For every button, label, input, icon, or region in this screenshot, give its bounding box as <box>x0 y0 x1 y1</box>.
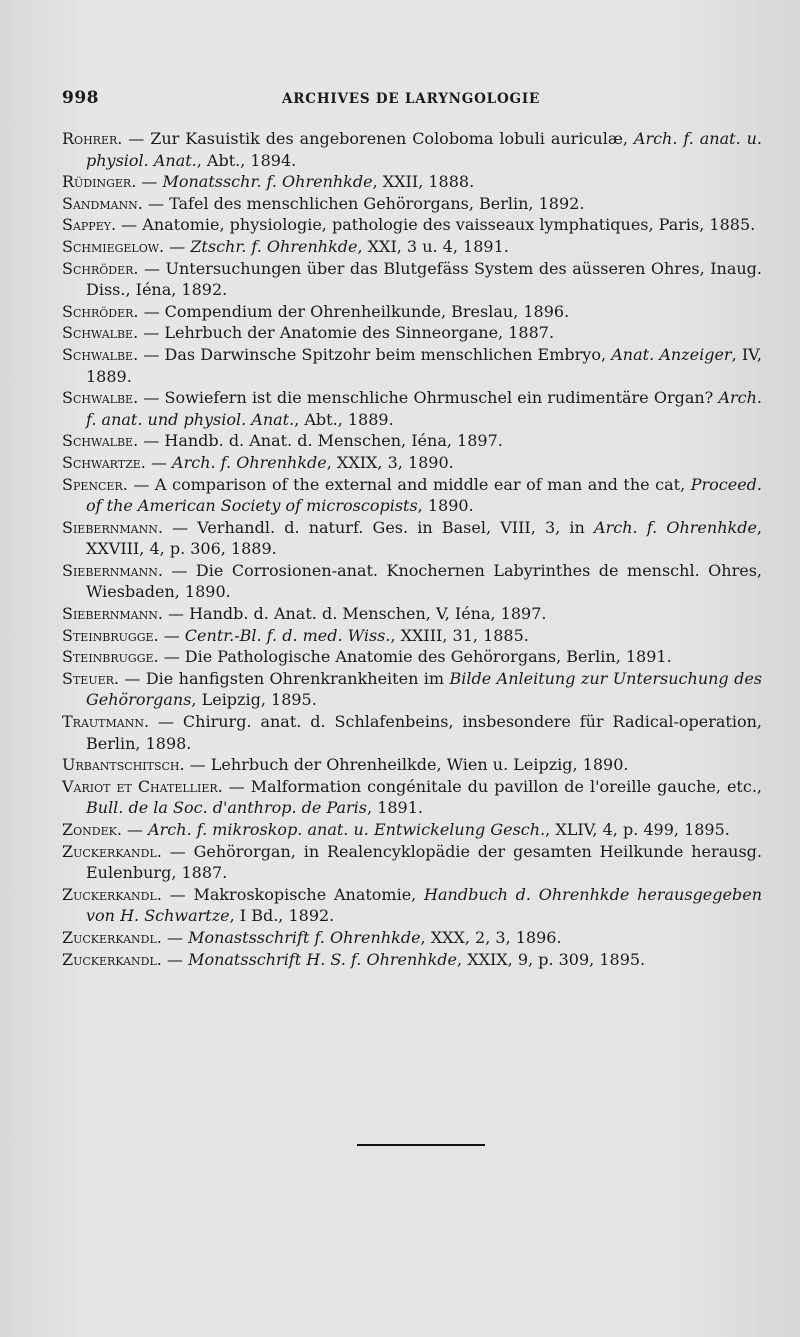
entry-text: , XXIX, 9, p. 309, 1895. <box>457 949 646 969</box>
entry-text: — <box>136 172 163 192</box>
entry-text: , XXIX, 3, 1890. <box>326 452 454 472</box>
entry-text: , XLIV, 4, p. 499, 1895. <box>545 820 730 839</box>
entry-author: Zuckerkandl. <box>62 949 162 969</box>
bibliography-entry <box>62 646 762 668</box>
entry-text: — Zur Kasuistik des angeborenen Coloboma lobuli auriculæ, <box>122 129 634 148</box>
entry-journal-title: Centr.-Bl. f. d. med. Wiss. <box>184 625 391 645</box>
bibliography-entry <box>62 517 762 560</box>
bibliography-entry <box>62 301 762 323</box>
entry-author: Steinbrugge. <box>62 647 159 667</box>
entry-journal-title: Monastsschrift f. Ohrenhkde <box>188 927 421 947</box>
bibliography-entry <box>62 560 762 603</box>
entry-author: Sandmann. <box>62 193 143 213</box>
entry-author: Schwalbe. <box>62 323 139 343</box>
running-head: ARCHIVES DE LARYNGOLOGIE <box>282 91 541 107</box>
bibliography-entry <box>62 603 762 625</box>
entry-text: — Tafel des menschlichen Gehörorgans, Berlin, 1892. <box>142 193 585 213</box>
entry-author: Rohrer. <box>62 129 123 148</box>
entry-journal-title: Monatsschrift H. S. f. Ohrenhkde <box>188 949 458 969</box>
entry-text: — <box>161 927 189 947</box>
bibliography-entry <box>62 344 762 387</box>
entry-author: Sappey. <box>62 215 117 235</box>
bibliography-entry <box>62 474 762 517</box>
bibliography-entry <box>62 322 762 344</box>
page-number: 998 <box>62 88 99 108</box>
entry-journal-title: Anat. Anzeiger <box>611 344 732 364</box>
entry-text: , XXIII, 31, 1885. <box>390 625 529 645</box>
entry-text: — Malformation congénitale du pavillon de l'oreille gauche, etc., <box>222 776 762 796</box>
entry-text: , Abt., 1894. <box>196 150 297 170</box>
bibliography-entry <box>62 171 762 193</box>
entry-text: — <box>145 452 173 472</box>
entry-text: , Leipzig, 1895. <box>191 690 317 710</box>
bibliography-entry <box>62 927 762 949</box>
entry-text: — <box>158 625 185 645</box>
bibliography-entry <box>62 776 762 819</box>
entry-author: Zondek. <box>62 820 122 839</box>
entry-text: , XXII, 1888. <box>372 172 475 192</box>
entry-text: , I Bd., 1892. <box>229 906 335 926</box>
entry-text: — Lehrbuch der Ohrenheilkde, Wien u. Leipzig, 1890. <box>184 755 629 775</box>
entry-author: Zuckerkandl. <box>62 927 162 947</box>
entry-text: , 1890. <box>417 496 474 516</box>
entry-text: — Chirurg. anat. d. Schlafenbeins, insbesondere für Radical-operation, Berlin, 1898. <box>86 712 762 753</box>
entry-journal-title: Handbuch d. Ohrenhkde herausgegeben von H. Schwartze <box>86 884 762 926</box>
bibliography-entry <box>62 452 762 474</box>
entry-journal-title: Arch. f. Ohrenhkde <box>594 517 757 537</box>
entry-text: — Anatomie, physiologie, pathologie des vaisseaux lymphatiques, Paris, 1885. <box>116 215 756 235</box>
entry-author: Schröder. <box>62 258 139 278</box>
entry-journal-title: Arch. f. mikroskop. anat. u. Entwickelung Gesch. <box>148 820 546 839</box>
page-header <box>62 88 752 112</box>
entry-text: — Die hanfigsten Ohrenkrankheiten im <box>119 668 450 688</box>
entry-author: Variot et Chatellier. <box>62 776 223 796</box>
entry-author: Steinbrugge. <box>62 625 159 645</box>
bibliography-entry <box>62 625 762 647</box>
entry-author: Siebernmann. <box>62 560 163 580</box>
entry-author: Zuckerkandl. <box>62 884 162 904</box>
entry-text: — <box>164 236 191 256</box>
bibliography-entry <box>62 214 762 236</box>
entry-author: Trautmann. <box>62 712 150 732</box>
entry-text: — Makroskopische Anatomie, <box>161 884 425 904</box>
entry-journal-title: Arch. f. anat. und physiol. Anat. <box>86 388 762 429</box>
entry-author: Spencer. <box>62 474 128 494</box>
bibliography-entry <box>62 128 762 171</box>
entry-author: Schwalbe. <box>62 344 139 364</box>
entry-journal-title: Arch. f. Ohrenhkde <box>172 452 327 472</box>
bibliography-entry <box>62 236 762 258</box>
entry-journal-title: Arch. f. anat. u. physiol. Anat. <box>86 129 763 170</box>
entry-text: — Die Pathologische Anatomie des Gehörorgans, Berlin, 1891. <box>158 647 672 667</box>
entry-author: Siebernmann. <box>62 604 163 624</box>
bibliography-entry <box>62 430 762 452</box>
entry-author: Urbantschitsch. <box>62 755 185 775</box>
entry-text: — Handb. d. Anat. d. Menschen, V, Iéna, 1897. <box>162 604 547 624</box>
entry-text: , XXVIII, 4, p. 306, 1889. <box>86 517 763 559</box>
end-rule <box>357 1144 485 1146</box>
entry-text: — Verhandl. d. naturf. Ges. in Basel, VIII, 3, in <box>162 517 595 537</box>
entry-text: — Gehörorgan, in Realencyklopädie der gesamten Heilkunde herausg. Eulenburg, 1887. <box>86 841 762 883</box>
bibliography-entry <box>62 711 762 754</box>
entry-journal-title: Ztschr. f. Ohrenhkde <box>190 236 358 256</box>
entry-author: Siebernmann. <box>62 517 163 537</box>
bibliography-list <box>62 128 762 970</box>
entry-journal-title: Proceed. of the American Society of microscopists <box>86 474 762 516</box>
entry-author: Schwalbe. <box>62 388 139 408</box>
entry-text: , Abt., 1889. <box>294 409 394 429</box>
entry-journal-title: Bull. de la Soc. d'anthrop. de Paris <box>86 798 368 818</box>
bibliography-entry <box>62 258 762 301</box>
bibliography-entry <box>62 668 762 711</box>
entry-author: Schröder. <box>62 301 139 321</box>
entry-text: — Lehrbuch der Anatomie des Sinneorgane, 1887. <box>138 323 555 343</box>
bibliography-entry <box>62 754 762 776</box>
bibliography-entry <box>62 387 762 430</box>
entry-text: — Handb. d. Anat. d. Menschen, Iéna, 1897. <box>138 431 503 451</box>
entry-author: Steuer. <box>62 668 119 688</box>
entry-text: , 1891. <box>367 798 423 818</box>
entry-text: , IV, 1889. <box>86 344 762 386</box>
entry-author: Schwalbe. <box>62 431 139 451</box>
bibliography-entry <box>62 884 762 927</box>
bibliography-entry <box>62 193 762 215</box>
bibliography-entry <box>62 819 762 841</box>
entry-text: — Die Corrosionen-anat. Knochernen Labyrinthes de menschl. Ohres, Wiesbaden, 1890. <box>86 560 762 602</box>
entry-text: — <box>161 949 189 969</box>
entry-journal-title: Monatsschr. f. Ohrenhkde <box>162 172 373 192</box>
entry-text: — A comparison of the external and middle ear of man and the cat, <box>127 474 691 494</box>
entry-text: , XXX, 2, 3, 1896. <box>420 927 562 947</box>
entry-author: Rüdinger. <box>62 172 137 192</box>
entry-author: Zuckerkandl. <box>62 841 162 861</box>
bibliography-entry <box>62 949 762 971</box>
entry-author: Schmiegelow. <box>62 236 165 256</box>
entry-text: — <box>121 820 149 839</box>
entry-text: — Untersuchungen über das Blutgefäss System des aüsseren Ohres, Inaug. Diss., Iéna, 1892. <box>86 258 762 300</box>
entry-text: — Sowiefern ist die menschliche Ohrmuschel ein rudimentäre Organ? <box>138 388 719 408</box>
entry-text: — Compendium der Ohrenheilkunde, Breslau, 1896. <box>138 301 570 321</box>
entry-text: , XXI, 3 u. 4, 1891. <box>357 236 509 256</box>
entry-text: — Das Darwinsche Spitzohr beim menschlichen Embryo, <box>138 344 612 364</box>
entry-author: Schwartze. <box>62 452 146 472</box>
entry-journal-title: Bilde Anleitung zur Untersuchung des Gehörorgans <box>86 668 763 710</box>
bibliography-entry <box>62 841 762 884</box>
